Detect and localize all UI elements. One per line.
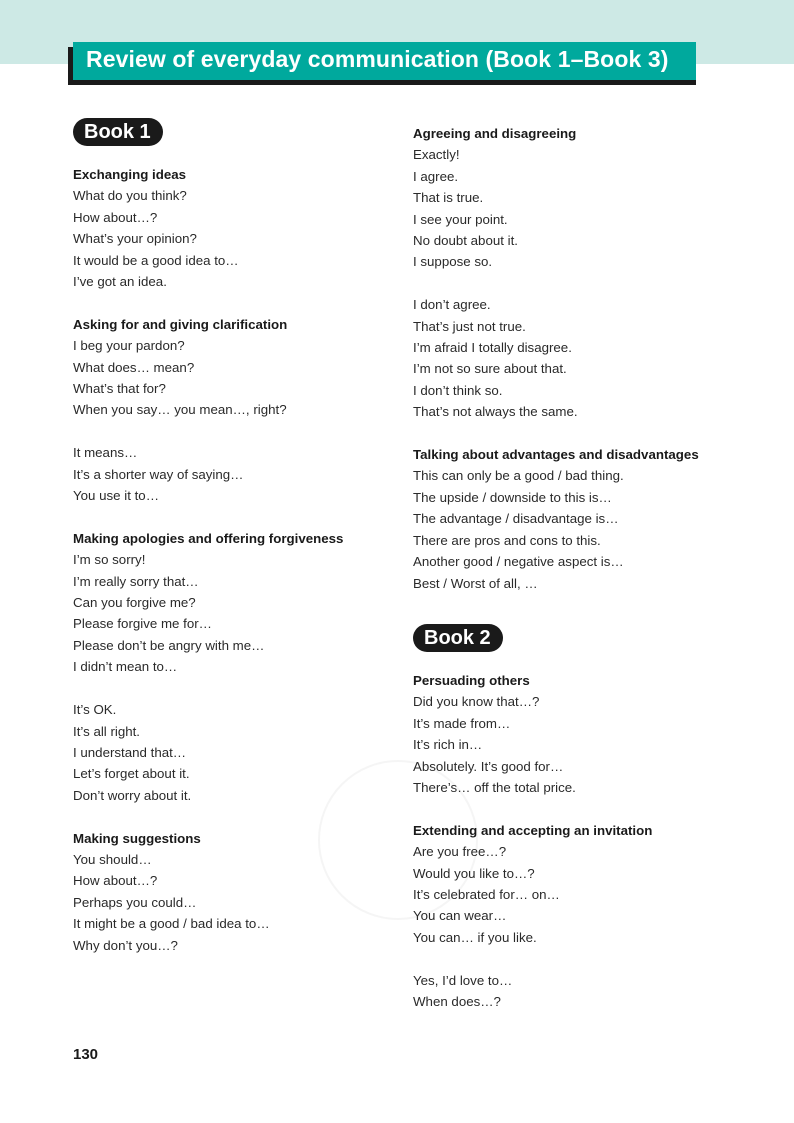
left-column <box>73 118 393 977</box>
phrase-section <box>73 828 393 956</box>
phrase-line: It’s OK. <box>73 702 117 718</box>
phrase-line: Please forgive me for… <box>73 616 212 632</box>
section-heading: Asking for and giving clarification <box>73 316 288 332</box>
phrase-line: What do you think? <box>73 188 187 204</box>
phrase-line: You can… if you like. <box>413 929 537 945</box>
phrase-line: The upside / downside to this is… <box>413 489 612 505</box>
phrase-line: When does…? <box>413 993 501 1009</box>
book-1-sections <box>73 164 393 956</box>
phrase-line: I’m so sorry! <box>73 552 146 568</box>
group-spacer <box>413 273 733 294</box>
group-spacer <box>73 421 393 442</box>
phrase-line: You can wear… <box>413 908 507 924</box>
phrase-line: What’s your opinion? <box>73 231 197 247</box>
section-heading: Talking about advantages and disadvantages <box>413 447 699 463</box>
section-heading: Exchanging ideas <box>73 167 187 182</box>
phrase-line: It might be a good / bad idea to… <box>73 916 270 932</box>
phrase-line: I don’t agree. <box>413 297 491 313</box>
phrase-line: I didn’t mean to… <box>73 659 178 675</box>
phrase-line: There’s… off the total price. <box>413 779 576 795</box>
phrase-line: How about…? <box>73 873 158 889</box>
phrase-line: I’ve got an idea. <box>73 274 167 290</box>
section-heading: Persuading others <box>413 672 530 688</box>
phrase-line: You use it to… <box>73 488 159 504</box>
phrase-line: I’m not so sure about that. <box>413 361 567 377</box>
book-2-block <box>413 624 733 1012</box>
phrase-line: No doubt about it. <box>413 233 518 249</box>
phrase-section <box>413 820 733 1013</box>
phrase-line: Why don’t you…? <box>73 937 178 953</box>
phrase-line: What does… mean? <box>73 359 195 375</box>
phrase-line: Yes, I’d love to… <box>413 972 513 988</box>
phrase-line: Perhaps you could… <box>73 894 197 910</box>
section-heading: Making apologies and offering forgiveness <box>73 530 344 546</box>
phrase-line: Don’t worry about it. <box>73 787 192 803</box>
book-2-badge: Book 2 <box>413 624 503 652</box>
phrase-line: Please don’t be angry with me… <box>73 637 265 653</box>
phrase-line: How about…? <box>73 209 158 225</box>
book-2-sections <box>413 670 733 1012</box>
phrase-line: There are pros and cons to this. <box>413 532 601 548</box>
phrase-line: What’s that for? <box>73 381 166 397</box>
phrase-line: I suppose so. <box>413 254 493 270</box>
phrase-line: It’s a shorter way of saying… <box>73 466 244 482</box>
phrase-line: Another good / negative aspect is… <box>413 554 624 570</box>
phrase-line: That’s not always the same. <box>413 404 578 420</box>
phrase-section <box>73 164 393 292</box>
phrase-line: That is true. <box>413 190 484 206</box>
phrase-line: Did you know that…? <box>413 694 540 710</box>
page-number: 130 <box>73 1046 99 1063</box>
phrase-line: Let’s forget about it. <box>73 766 190 782</box>
phrase-line: Can you forgive me? <box>73 595 196 611</box>
phrase-line: Would you like to…? <box>413 865 535 881</box>
phrase-line: I agree. <box>413 168 459 184</box>
phrase-line: I see your point. <box>413 211 508 227</box>
phrase-line: Are you free…? <box>413 844 507 860</box>
title-bar <box>73 42 696 80</box>
phrase-line: It’s rich in… <box>413 737 483 753</box>
page-title: Review of everyday communication (Book 1–Book 3) <box>86 46 669 72</box>
phrase-line: When you say… you mean…, right? <box>73 402 287 418</box>
group-spacer <box>73 678 393 699</box>
phrase-section <box>413 670 733 798</box>
book-1-badge: Book 1 <box>73 118 163 146</box>
page-title-banner <box>68 42 696 85</box>
phrase-line: I’m afraid I totally disagree. <box>413 340 572 356</box>
phrase-line: That’s just not true. <box>413 318 526 334</box>
phrase-line: I beg your pardon? <box>73 338 185 354</box>
section-heading: Agreeing and disagreeing <box>413 126 577 141</box>
phrase-section <box>73 314 393 507</box>
phrase-section <box>413 444 733 594</box>
phrase-line: This can only be a good / bad thing. <box>413 468 624 484</box>
phrase-line: It’s celebrated for… on… <box>413 886 560 902</box>
phrase-line: Best / Worst of all, … <box>413 575 538 591</box>
phrase-line: It means… <box>73 445 138 461</box>
group-spacer <box>413 948 733 969</box>
phrase-line: I’m really sorry that… <box>73 573 199 589</box>
phrase-line: The advantage / disadvantage is… <box>413 511 619 527</box>
phrase-line: I understand that… <box>73 744 187 760</box>
book-1-continued-sections <box>413 123 733 594</box>
phrase-line: Exactly! <box>413 147 460 163</box>
phrase-section <box>73 528 393 806</box>
phrase-line: You should… <box>73 851 152 867</box>
phrase-line: I don’t think so. <box>413 382 503 398</box>
phrase-line: It’s made from… <box>413 715 511 731</box>
phrase-line: It’s all right. <box>73 723 141 739</box>
section-heading: Extending and accepting an invitation <box>413 822 653 838</box>
phrase-line: Absolutely. It’s good for… <box>413 758 564 774</box>
phrase-line: It would be a good idea to… <box>73 252 239 268</box>
section-heading: Making suggestions <box>73 830 201 846</box>
phrase-section <box>413 123 733 423</box>
right-column <box>413 123 733 1034</box>
